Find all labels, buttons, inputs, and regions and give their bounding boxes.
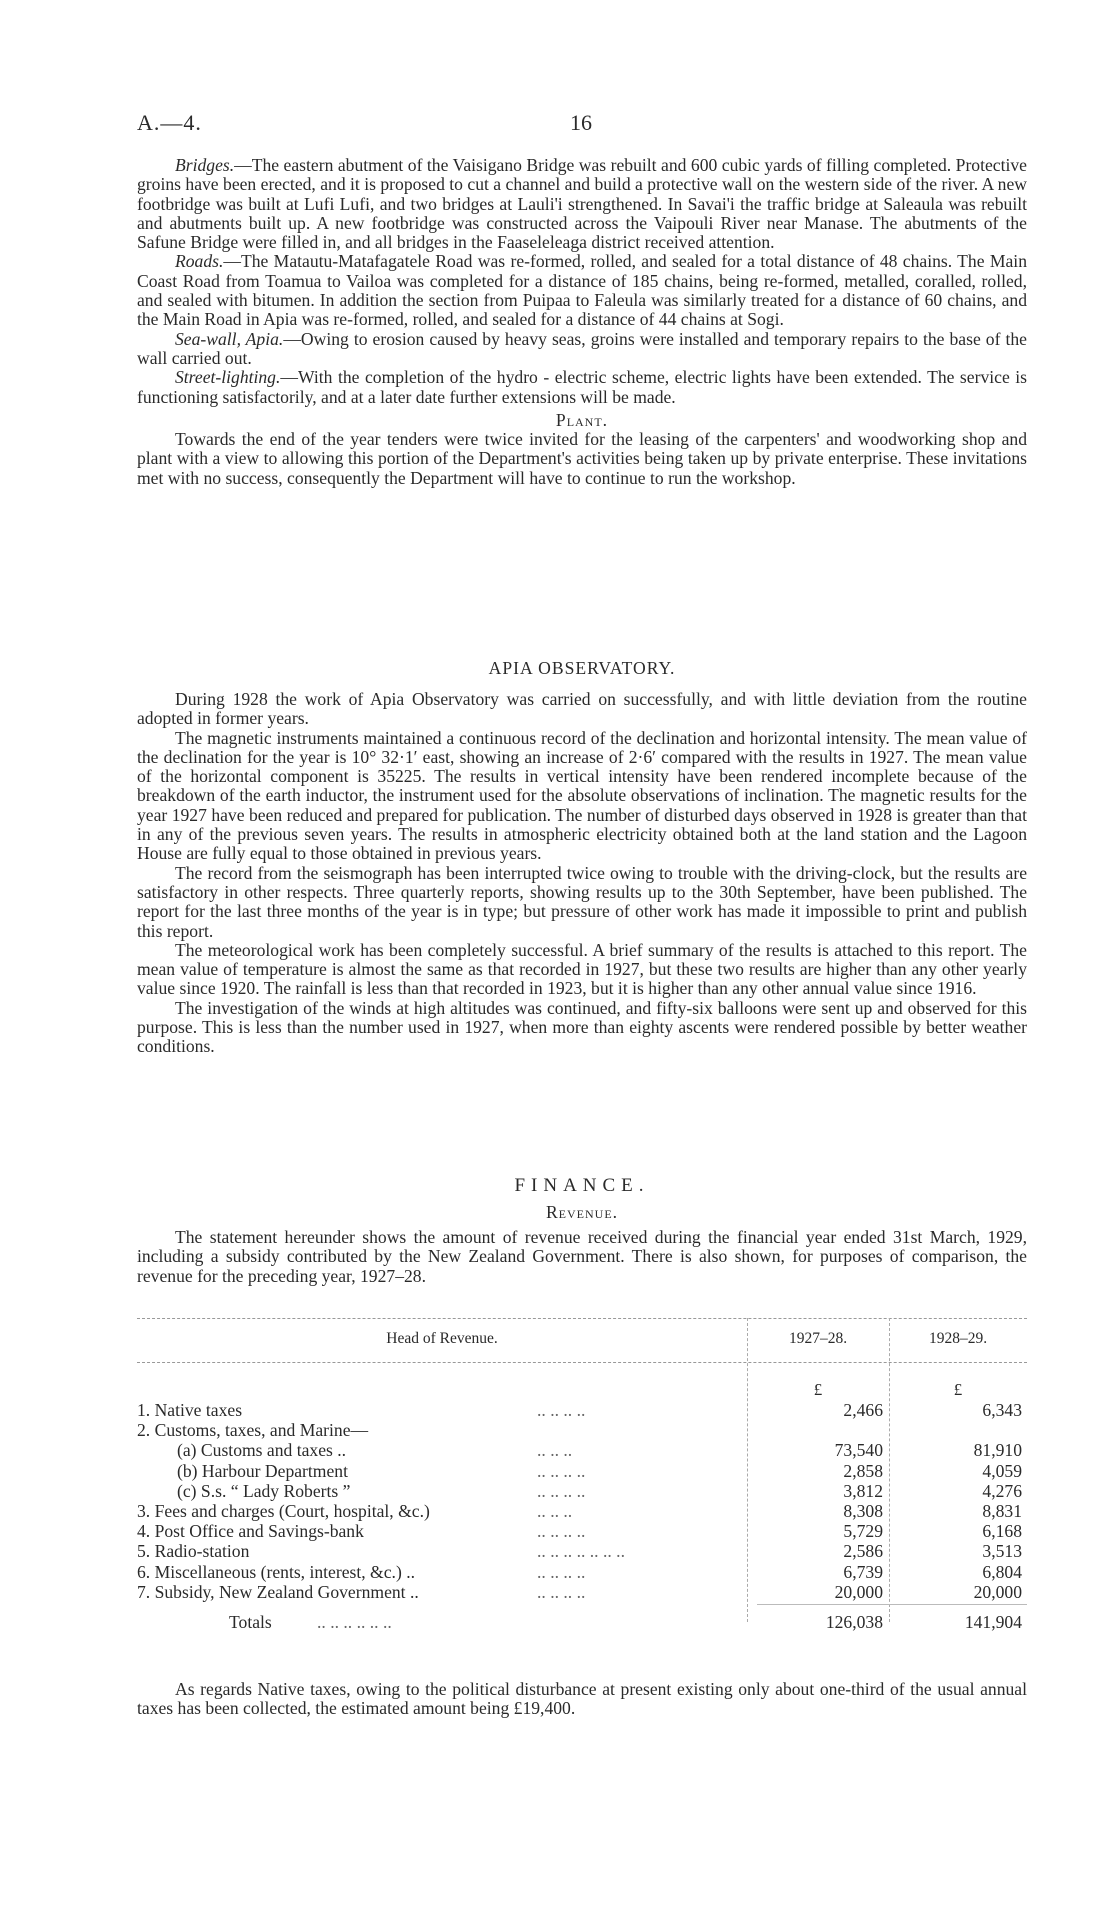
row-value-1927: 20,000 (834, 1581, 883, 1602)
row-value-1928: 3,513 (982, 1541, 1022, 1562)
totals-rule (757, 1604, 1027, 1605)
table-row (137, 1521, 1027, 1541)
row-label: (c) S.s. “ Lady Roberts ” (177, 1480, 351, 1501)
row-value-1927: 2,586 (843, 1541, 883, 1562)
row-value-1927: 5,729 (843, 1521, 883, 1542)
observatory-heading: APIA OBSERVATORY. (488, 658, 676, 678)
table-header-rule (137, 1362, 1027, 1363)
row-value-1927: 2,858 (843, 1460, 883, 1481)
row-leader: .. .. .. (537, 1440, 573, 1461)
col-head-1927: 1927–28. (788, 1330, 848, 1347)
finance-intro-section (137, 1228, 1027, 1286)
public-works-section (137, 156, 1027, 488)
streetlighting-paragraph (137, 368, 1027, 407)
observatory-paragraph-2: The magnetic instruments maintained a continuous record of the declination and horizontal intensity. The mean value of the declination for the year is 10° 32·1′ east, showing an increase of 2·6′ compared with the results in 1927. The mean value of the horizontal component is 35225. The results in vertical intensity have been rendered incomplete because of the breakdown of the earth inductor, the instrument used for the absolute observations of inclination. The magnetic results for the year 1927 have been reduced and prepared for publication. The number of disturbed days observed in 1928 is greater than that in any of the previous seven years. The results in atmospheric electricity obtained both at the land station and the Lagoon House are fully equal to those obtained in previous years. (137, 727, 1027, 864)
table-row (137, 1440, 1027, 1460)
row-label: 6. Miscellaneous (rents, interest, &c.) .. (137, 1561, 416, 1582)
row-label: 2. Customs, taxes, and Marine— (137, 1420, 369, 1441)
row-label: 5. Radio-station (137, 1541, 250, 1562)
row-value-1928: 4,059 (982, 1460, 1022, 1481)
row-label: 3. Fees and charges (Court, hospital, &c.) (137, 1501, 430, 1521)
totals-leader: .. .. .. .. .. .. (317, 1612, 392, 1632)
row-value-1927: 3,812 (843, 1480, 883, 1501)
totals-label: Totals (229, 1612, 272, 1632)
row-value-1928: 6,343 (982, 1400, 1022, 1420)
table-row (137, 1501, 1027, 1521)
totals-1927: 126,038 (825, 1612, 883, 1632)
finance-intro: The statement hereunder shows the amount of revenue received during the financial year ended 31st March, 1929, including a subsidy contributed by the New Zealand Government. There is also shown, for purposes of comparison, the revenue for the preceding year, 1927–28. (137, 1227, 1027, 1286)
seawall-text: —Owing to erosion caused by heavy seas, groins were installed and temporary repairs to the base of the wall carried out. (137, 328, 1027, 368)
row-value-1928: 6,168 (982, 1521, 1022, 1542)
row-label: 1. Native taxes (137, 1400, 243, 1420)
col-head-revenue: Head of Revenue. (386, 1330, 498, 1347)
row-leader: .. .. .. .. (537, 1400, 586, 1420)
table-row (137, 1461, 1027, 1481)
finance-closing: As regards Native taxes, owing to the political disturbance at present existing only about one-third of the usual annual taxes has been collected, the estimated amount being £19,400. (137, 1679, 1027, 1719)
row-value-1928: 6,804 (982, 1561, 1022, 1582)
row-value-1927: 6,739 (843, 1561, 883, 1582)
row-label: 7. Subsidy, New Zealand Government .. (137, 1581, 419, 1602)
streetlighting-heading: Street-lighting. (175, 367, 281, 388)
observatory-paragraph-3: The record from the seismograph has been interrupted twice owing to trouble with the driving-clock, but the results are satisfactory in other respects. Three quarterly reports, showing results up to the 30th September, have been published. The report for the last three months of the year is in type; but pressure of other work has made it impossible to print and publish this report. (137, 862, 1027, 941)
finance-heading: FINANCE. (514, 1175, 650, 1196)
row-label: (b) Harbour Department (177, 1460, 348, 1481)
bridges-text: —The eastern abutment of the Vaisigano Bridge was rebuilt and 600 cubic yards of filling completed. Protective groins have been erected, and it is proposed to cut a channel and build a protective wall on the western side of the river. A new footbridge was built at Lufi Lufi, and two bridges at Lauli'i strengthened. In Savai'i the traffic bridge at Saleaula was rebuilt and abutments built up. A new footbridge was constructed across the Vaipouli River near Manase. The abutments of the Safune Bridge were filled in, and all bridges in the Faaseleleaga district received attention. (137, 155, 1027, 253)
page-number: 16 (570, 110, 592, 135)
seawall-heading: Sea-wall, Apia. (175, 328, 284, 349)
row-leader: .. .. .. .. .. .. .. (537, 1541, 625, 1562)
row-label: 4. Post Office and Savings-bank (137, 1521, 364, 1542)
bridges-heading: Bridges. (175, 155, 235, 175)
row-label: (a) Customs and taxes .. (177, 1440, 347, 1461)
row-value-1927: 2,466 (843, 1400, 883, 1420)
row-leader: .. .. .. .. (537, 1480, 586, 1501)
row-value-1928: 20,000 (973, 1581, 1022, 1602)
roads-text: —The Matautu-Matafagatele Road was re-formed, rolled, and sealed for a total distance of 48 chains. The Main Coast Road from Toamua to Vailoa was completed for a distance of 185 chains, being re-formed, metalled, coralled, rolled, and sealed with bitumen. In addition the section from Puipaa to Faleula was similarly treated for a distance of 60 chains, and the Main Road in Apia was re-formed, rolled, and sealed for a distance of 44 chains at Sogi. (137, 251, 1027, 330)
unit-1927: £ (813, 1380, 823, 1399)
row-leader: .. .. .. .. (537, 1460, 586, 1481)
row-leader: .. .. .. .. (537, 1561, 586, 1582)
table-totals-row (137, 1612, 1027, 1632)
plant-heading: Plant. (555, 409, 609, 430)
table-row (137, 1400, 1027, 1420)
observatory-paragraph-5: The investigation of the winds at high altitudes was continued, and fifty-six balloons were sent up and observed for this purpose. This is less than the number used in 1927, when more than eighty ascents were rendered possible by better weather conditions. (137, 997, 1027, 1057)
table-row (137, 1481, 1027, 1501)
revenue-subheading: Revenue. (545, 1202, 619, 1222)
row-leader: .. .. .. .. (537, 1581, 586, 1602)
table-top-rule (137, 1318, 1027, 1319)
row-value-1928: 8,831 (982, 1501, 1022, 1521)
document-reference: A.—4. (137, 110, 202, 135)
table-row (137, 1541, 1027, 1561)
row-value-1928: 81,910 (973, 1440, 1022, 1461)
roads-heading: Roads. (175, 251, 224, 272)
finance-closing-section (137, 1680, 1027, 1719)
col-head-1928: 1928–29. (928, 1330, 988, 1347)
totals-1928: 141,904 (964, 1612, 1022, 1632)
row-value-1927: 73,540 (834, 1440, 883, 1461)
row-value-1927: 8,308 (843, 1501, 883, 1521)
unit-1928: £ (953, 1380, 963, 1399)
table-row (137, 1562, 1027, 1582)
table-row (137, 1420, 1027, 1440)
observatory-paragraph-1: During 1928 the work of Apia Observatory was carried on successfully, and with little deviation from the routine adopted in former years. (137, 689, 1027, 729)
observatory-paragraph-4: The meteorological work has been completely successful. A brief summary of the results is attached to this report. The mean value of temperature is almost the same as that recorded in 1927, but these two results are higher than any other yearly value since 1920. The rainfall is less than that recorded in 1923, but it is higher than any other annual value since 1916. (137, 939, 1027, 999)
seawall-paragraph (137, 330, 1027, 369)
bridges-paragraph (137, 156, 1027, 252)
observatory-section (137, 690, 1027, 1057)
row-value-1928: 4,276 (982, 1480, 1022, 1501)
row-leader: .. .. .. (537, 1501, 573, 1521)
roads-paragraph (137, 252, 1027, 329)
streetlighting-text: —With the completion of the hydro - electric scheme, electric lights have been extended. The service is functioning satisfactorily, and at a later date further extensions will be made. (137, 367, 1027, 407)
row-leader: .. .. .. .. (537, 1521, 586, 1542)
table-row (137, 1582, 1027, 1602)
plant-paragraph: Towards the end of the year tenders were twice invited for the leasing of the carpenters' and woodworking shop and plant with a view to allowing this portion of the Department's activities being taken up by private enterprise. These invitations met with no success, consequently the Department will have to continue to run the workshop. (137, 429, 1027, 488)
